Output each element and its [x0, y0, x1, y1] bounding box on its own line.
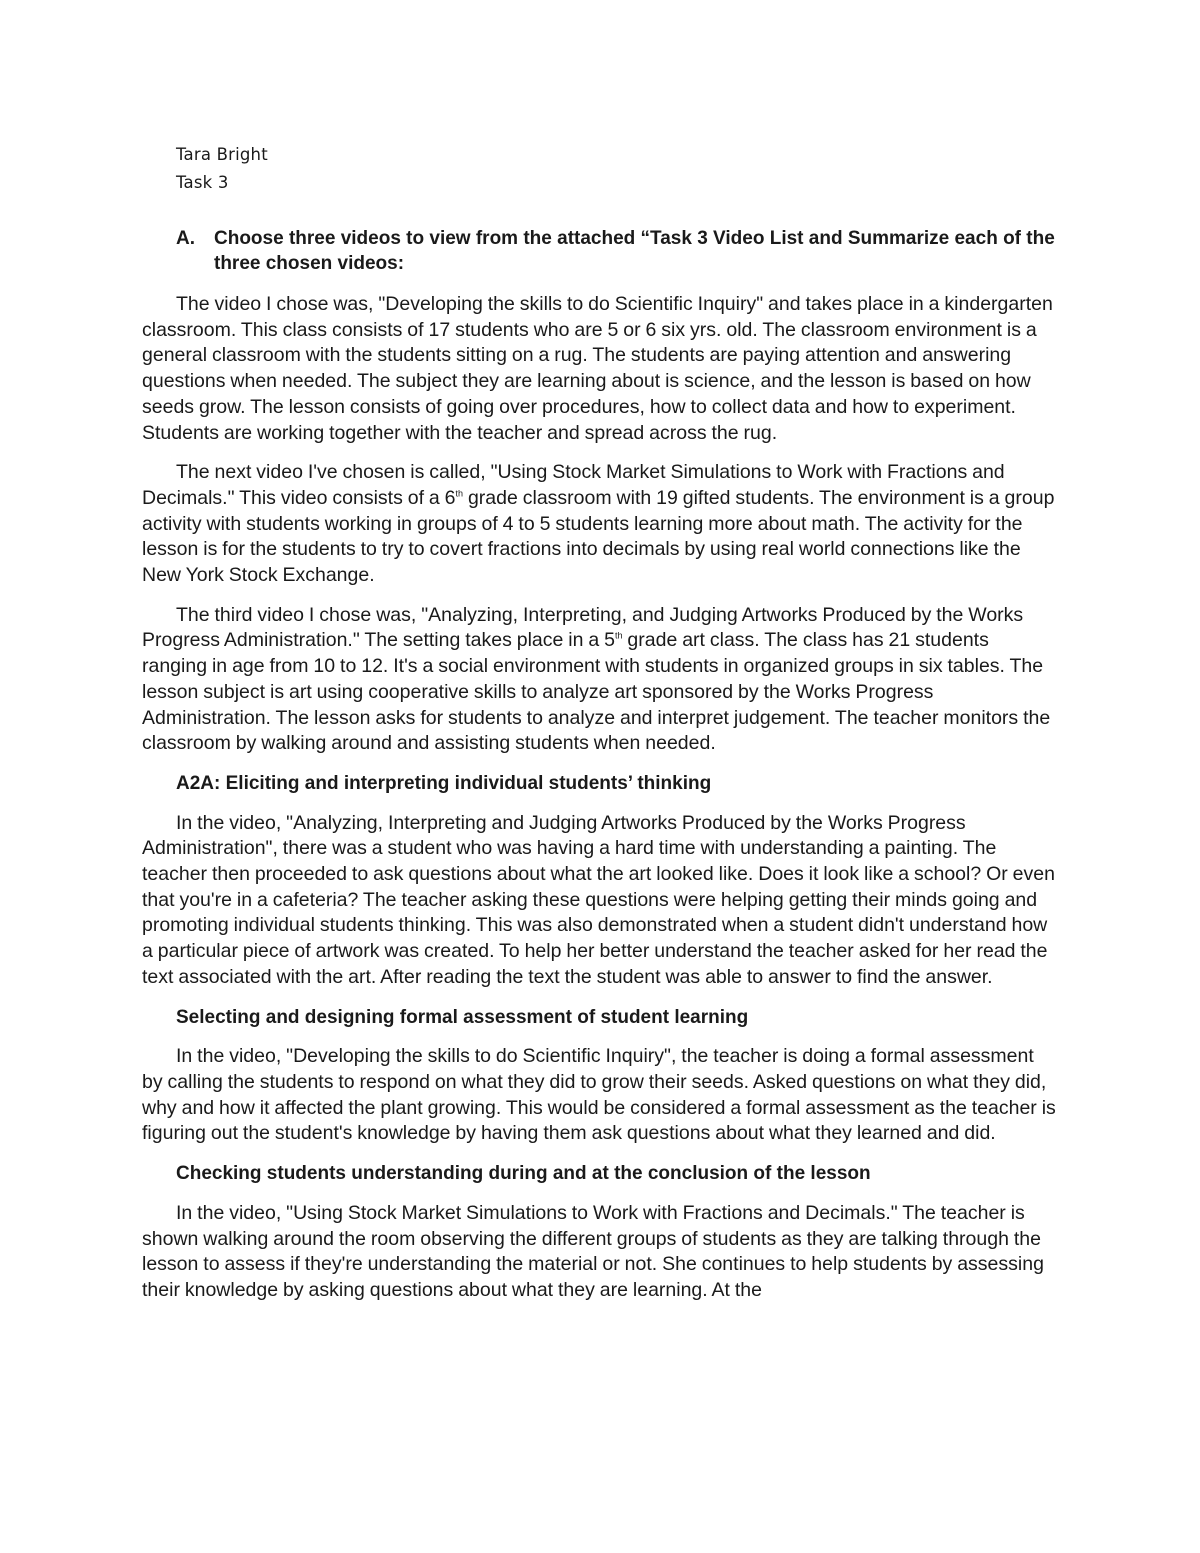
paragraph-video-1: The video I chose was, "Developing the skills to do Scientific Inquiry" and takes place in a kindergarten classroom. This class consists of 17 students who are 5 or 6 six yrs. old. The classroom environment is a general classroom with the students sitting on a rug. The students are paying attention and answering questions when needed. The subject they are learning about is science, and the lesson is based on how seeds grow. The lesson consists of going over procedures, how to collect data and how to experiment. Students are working together with the teacher and spread across the rug.: [142, 293, 1053, 444]
task-label: Task 3: [176, 173, 229, 192]
section-a-heading: [176, 226, 1056, 276]
paragraph-video-3-text-b: grade art class. The class has 21 students ranging in age from 10 to 12. It's a social environment with students in organized groups in six tables. The lesson subject is art using cooperative skills to analyze art sponsored by the Works Progress Administration. The lesson asks for students to analyze and interpret judgement. The teacher monitors the classroom by walking around and assisting students when needed.: [142, 629, 1051, 755]
heading-checking-understanding: Checking students understanding during and at the conclusion of the lesson: [176, 1163, 871, 1185]
paragraph-video-2: [142, 460, 1057, 589]
author-name: Tara Bright: [176, 145, 268, 164]
paragraph-video-3: [142, 603, 1057, 757]
paragraph-video-2-text-a: The next video I've chosen is called, "Using Stock Market Simulations to Work with Fractions and Decimals." This video consists of a 6: [142, 461, 1005, 509]
paragraph-formal-assessment: In the video, "Developing the skills to do Scientific Inquiry", the teacher is doing a formal assessment by calling the students to respond on what they did to grow their seeds. Asked questions on what they did, why and how it affected the plant growing. This would be considered a formal assessment as the teacher is figuring out the student's knowledge by having them ask questions about what they learned and did.: [142, 1045, 1056, 1145]
section-a-marker: A.: [176, 228, 195, 249]
paragraph-a2a: In the video, "Analyzing, Interpreting and Judging Artworks Produced by the Works Progress Administration", there was a student who was having a hard time with understanding a painting. The teacher then proceeded to ask questions about what the art looked like. Does it look like a school? Or even that you're in a cafeteria? The teacher asking these questions were helping getting their minds going and promoting individual students thinking. This was also demonstrated when a student didn't understand how a particular piece of artwork was created. To help her better understand the teacher asked for her read the text associated with the art. After reading the text the student was able to answer to find the answer.: [142, 811, 1055, 988]
ordinal-suffix: th: [614, 630, 623, 641]
paragraph-checking-understanding: In the video, "Using Stock Market Simulations to Work with Fractions and Decimals." The teacher is shown walking around the room observing the different groups of students as they are talking through the lesson to assess if they're understanding the material or not. She continues to help students by assessing their knowledge by asking questions about what they are learning. At the: [142, 1201, 1044, 1301]
section-a-title: Choose three videos to view from the attached “Task 3 Video List and Summarize each of the three chosen videos:: [214, 228, 1055, 274]
heading-a2a: A2A: Eliciting and interpreting individual students’ thinking: [176, 772, 712, 794]
paragraph-video-3-text-a: The third video I chose was, "Analyzing, Interpreting, and Judging Artworks Produced by the Works Progress Administration." The setting takes place in a 5: [142, 603, 1024, 652]
paragraph-video-2-text-b: grade classroom with 19 gifted students. The environment is a group activity with students working in groups of 4 to 5 students learning more about math. The activity for the lesson is for the students to try to covert fractions into decimals by using real world connections like the New York Stock Exchange.: [142, 486, 1055, 587]
document-body: [142, 292, 1057, 1318]
ordinal-suffix: th: [455, 488, 464, 499]
heading-formal-assessment: Selecting and designing formal assessment of student learning: [176, 1006, 749, 1028]
